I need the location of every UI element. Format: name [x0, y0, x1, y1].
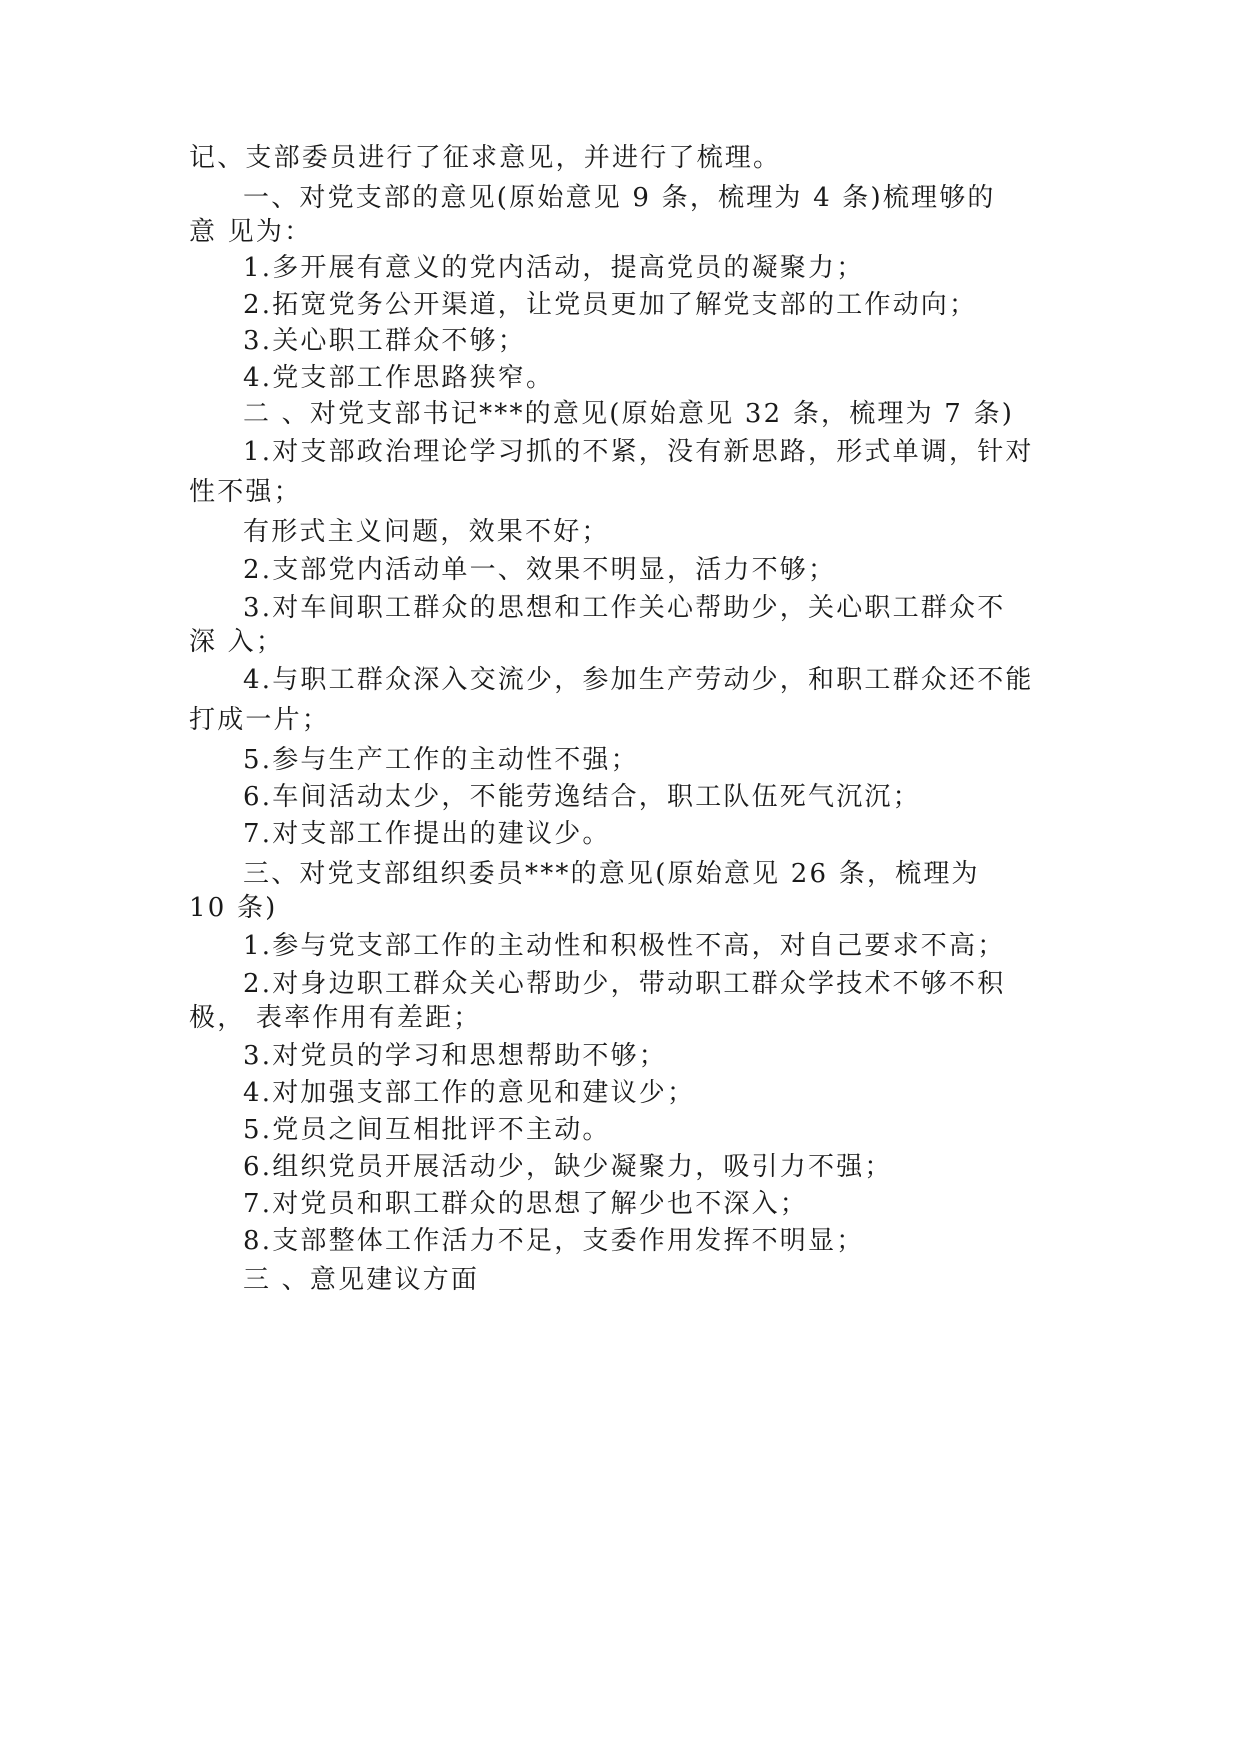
text-line: 10 条): [189, 893, 278, 923]
list-item: 2.支部党内活动单一、效果不明显，活力不够；: [243, 555, 837, 585]
list-item: 5.参与生产工作的主动性不强；: [243, 745, 639, 775]
list-item: 8.支部整体工作活力不足，支委作用发挥不明显；: [243, 1226, 865, 1256]
text-line: 深 入；: [189, 627, 285, 657]
list-item: 4.与职工群众深入交流少，参加生产劳动少，和职工群众还不能: [243, 665, 1034, 695]
list-item: 2.拓宽党务公开渠道，让党员更加了解党支部的工作动向；: [243, 290, 978, 320]
list-item: 3.对党员的学习和思想帮助不够；: [243, 1041, 668, 1071]
section-heading: 二 、对党支部书记***的意见(原始意见 32 条，梳理为 7 条): [243, 399, 1015, 429]
list-item: 7.对支部工作提出的建议少。: [243, 819, 611, 849]
list-item: 6.车间活动太少，不能劳逸结合，职工队伍死气沉沉；: [243, 782, 921, 812]
text-line: 性不强；: [189, 477, 302, 507]
list-item: 3.关心职工群众不够；: [243, 326, 527, 356]
list-item: 6.组织党员开展活动少，缺少凝聚力，吸引力不强；: [243, 1152, 893, 1182]
list-item: 1.对支部政治理论学习抓的不紧，没有新思路，形式单调，针对: [243, 437, 1034, 467]
text-line: 打成一片；: [189, 705, 331, 735]
text-line: 记、支部委员进行了征求意见，并进行了梳理。: [189, 143, 782, 173]
list-item: 1.多开展有意义的党内活动，提高党员的凝聚力；: [243, 253, 865, 283]
list-item: 5.党员之间互相批评不主动。: [243, 1115, 611, 1145]
list-item: 4.对加强支部工作的意见和建议少；: [243, 1078, 696, 1108]
text-line: 极， 表率作用有差距；: [189, 1003, 482, 1033]
section-heading: 三、对党支部组织委员***的意见(原始意见 26 条，梳理为: [243, 859, 980, 889]
list-item: 4.党支部工作思路狭窄。: [243, 363, 555, 393]
list-item: 3.对车间职工群众的思想和工作关心帮助少，关心职工群众不: [243, 593, 1006, 623]
section-heading: 一、对党支部的意见(原始意见 9 条，梳理为 4 条)梳理够的: [243, 183, 996, 213]
text-line: 意 见为：: [189, 217, 313, 247]
text-line: 有形式主义问题，效果不好；: [243, 517, 610, 547]
list-item: 2.对身边职工群众关心帮助少，带动职工群众学技术不够不积: [243, 969, 1006, 999]
list-item: 7.对党员和职工群众的思想了解少也不深入；: [243, 1189, 809, 1219]
list-item: 1.参与党支部工作的主动性和积极性不高，对自己要求不高；: [243, 931, 1006, 961]
section-heading: 三 、意见建议方面: [243, 1265, 480, 1295]
